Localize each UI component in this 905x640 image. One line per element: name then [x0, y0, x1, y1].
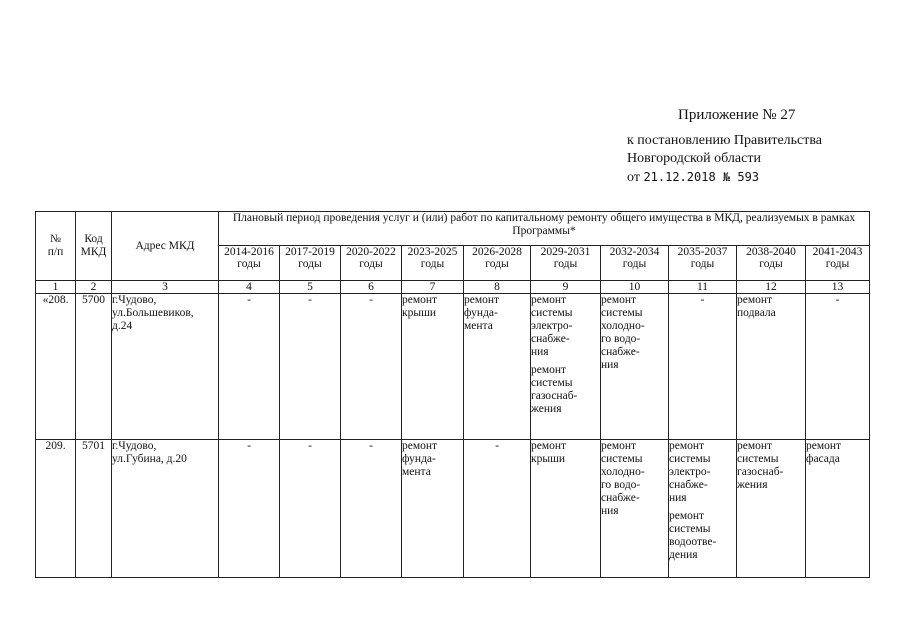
work-cell	[601, 294, 669, 440]
work-cell	[219, 440, 280, 578]
repair-schedule-table	[35, 211, 870, 578]
header-year-7	[601, 246, 669, 281]
column-index-11: 11	[669, 281, 737, 294]
year-label: 2020-2022 годы	[346, 246, 396, 270]
work-cell	[737, 440, 806, 578]
work-item: ремонт фунда- мента	[464, 294, 500, 332]
appendix-number: Приложение № 27	[678, 107, 796, 123]
header-year-10	[806, 246, 870, 281]
work-cell	[669, 440, 737, 578]
header-year-8	[669, 246, 737, 281]
year-label: 2014-2016 годы	[224, 246, 274, 270]
work-cell	[280, 440, 341, 578]
header-year-4	[402, 246, 464, 281]
column-index-5: 5	[280, 281, 341, 294]
work-item: ремонт крыши	[531, 440, 567, 465]
column-index-4: 4	[219, 281, 280, 294]
column-index-3: 3	[112, 281, 219, 294]
work-item: ремонт системы электро- снабже- ния	[669, 440, 711, 504]
column-index-10: 10	[601, 281, 669, 294]
year-label: 2029-2031 годы	[540, 246, 591, 270]
work-cell	[341, 294, 402, 440]
column-index-1: 1	[36, 281, 76, 294]
header-address: Адрес МКД	[112, 212, 219, 281]
work-cell	[531, 440, 601, 578]
header-year-6	[531, 246, 601, 281]
year-label: 2017-2019 годы	[285, 246, 335, 270]
row-number: «208.	[36, 294, 76, 440]
row-code: 5701	[76, 440, 112, 578]
no-work-dash: -	[700, 294, 705, 306]
work-cell	[280, 294, 341, 440]
year-label: 2038-2040 годы	[746, 246, 796, 270]
year-label: 2035-2037 годы	[677, 246, 728, 270]
work-cell	[464, 294, 531, 440]
no-work-dash: -	[308, 440, 312, 452]
work-cell	[219, 294, 280, 440]
work-cell	[402, 440, 464, 578]
header-year-9	[737, 246, 806, 281]
header-num: № п/п	[36, 212, 76, 281]
work-item: ремонт фунда- мента	[402, 440, 438, 478]
year-label: 2041-2043 годы	[812, 246, 863, 270]
work-item: ремонт системы газоснаб- жения	[531, 364, 578, 415]
work-cell	[806, 294, 870, 440]
row-address	[112, 440, 219, 578]
no-work-dash: -	[308, 294, 312, 306]
work-cell	[341, 440, 402, 578]
column-index-2: 2	[76, 281, 112, 294]
header-year-1	[219, 246, 280, 281]
column-index-13: 13	[806, 281, 870, 294]
column-index-9: 9	[531, 281, 601, 294]
resolution-line: к постановлению Правительства	[627, 133, 823, 148]
year-label: 2023-2025 годы	[407, 246, 458, 270]
work-cell	[531, 294, 601, 440]
region-line: Новгородской области	[627, 151, 761, 166]
table-row	[36, 294, 870, 440]
column-index-6: 6	[341, 281, 402, 294]
year-label: 2032-2034 годы	[609, 246, 660, 270]
no-work-dash: -	[247, 440, 251, 452]
work-cell	[601, 440, 669, 578]
work-item: ремонт подвала	[737, 294, 776, 319]
work-item: ремонт системы электро- снабже- ния	[531, 294, 573, 358]
row-code: 5700	[76, 294, 112, 440]
date-prefix: от	[627, 170, 644, 185]
header-year-2	[280, 246, 341, 281]
no-work-dash: -	[247, 294, 251, 306]
work-item: ремонт фасада	[806, 440, 842, 465]
work-cell	[806, 440, 870, 578]
address-text: г.Чудово, ул.Губина, д.20	[112, 440, 187, 465]
header-period-title: Плановый период проведения услуг и (или) работ по капитальному ремонту общего имущества в МКД, реализуемых в рамках Программы*	[219, 212, 870, 246]
work-item: ремонт системы холодно- го водо- снабже- ния	[601, 440, 645, 517]
row-address	[112, 294, 219, 440]
header-year-5	[464, 246, 531, 281]
header-year-3	[341, 246, 402, 281]
work-item: ремонт системы водоотве- дения	[669, 510, 717, 561]
year-label: 2026-2028 годы	[472, 246, 522, 270]
work-item: ремонт крыши	[402, 294, 438, 319]
work-cell	[669, 294, 737, 440]
header-code: Код МКД	[76, 212, 112, 281]
column-index-7: 7	[402, 281, 464, 294]
column-index-12: 12	[737, 281, 806, 294]
date-and-number: 21.12.2018 № 593	[643, 170, 760, 184]
table-row	[36, 440, 870, 578]
no-work-dash: -	[369, 440, 373, 452]
work-item: ремонт системы холодно- го водо- снабже- ния	[601, 294, 645, 371]
row-number: 209.	[36, 440, 76, 578]
column-index-8: 8	[464, 281, 531, 294]
no-work-dash: -	[495, 440, 499, 452]
work-cell	[464, 440, 531, 578]
address-text: г.Чудово, ул.Большевиков, д.24	[112, 294, 194, 332]
date-number-line	[627, 168, 759, 187]
work-item: ремонт системы газоснаб- жения	[737, 440, 784, 491]
work-cell	[402, 294, 464, 440]
no-work-dash: -	[835, 294, 840, 306]
work-cell	[737, 294, 806, 440]
no-work-dash: -	[369, 294, 373, 306]
